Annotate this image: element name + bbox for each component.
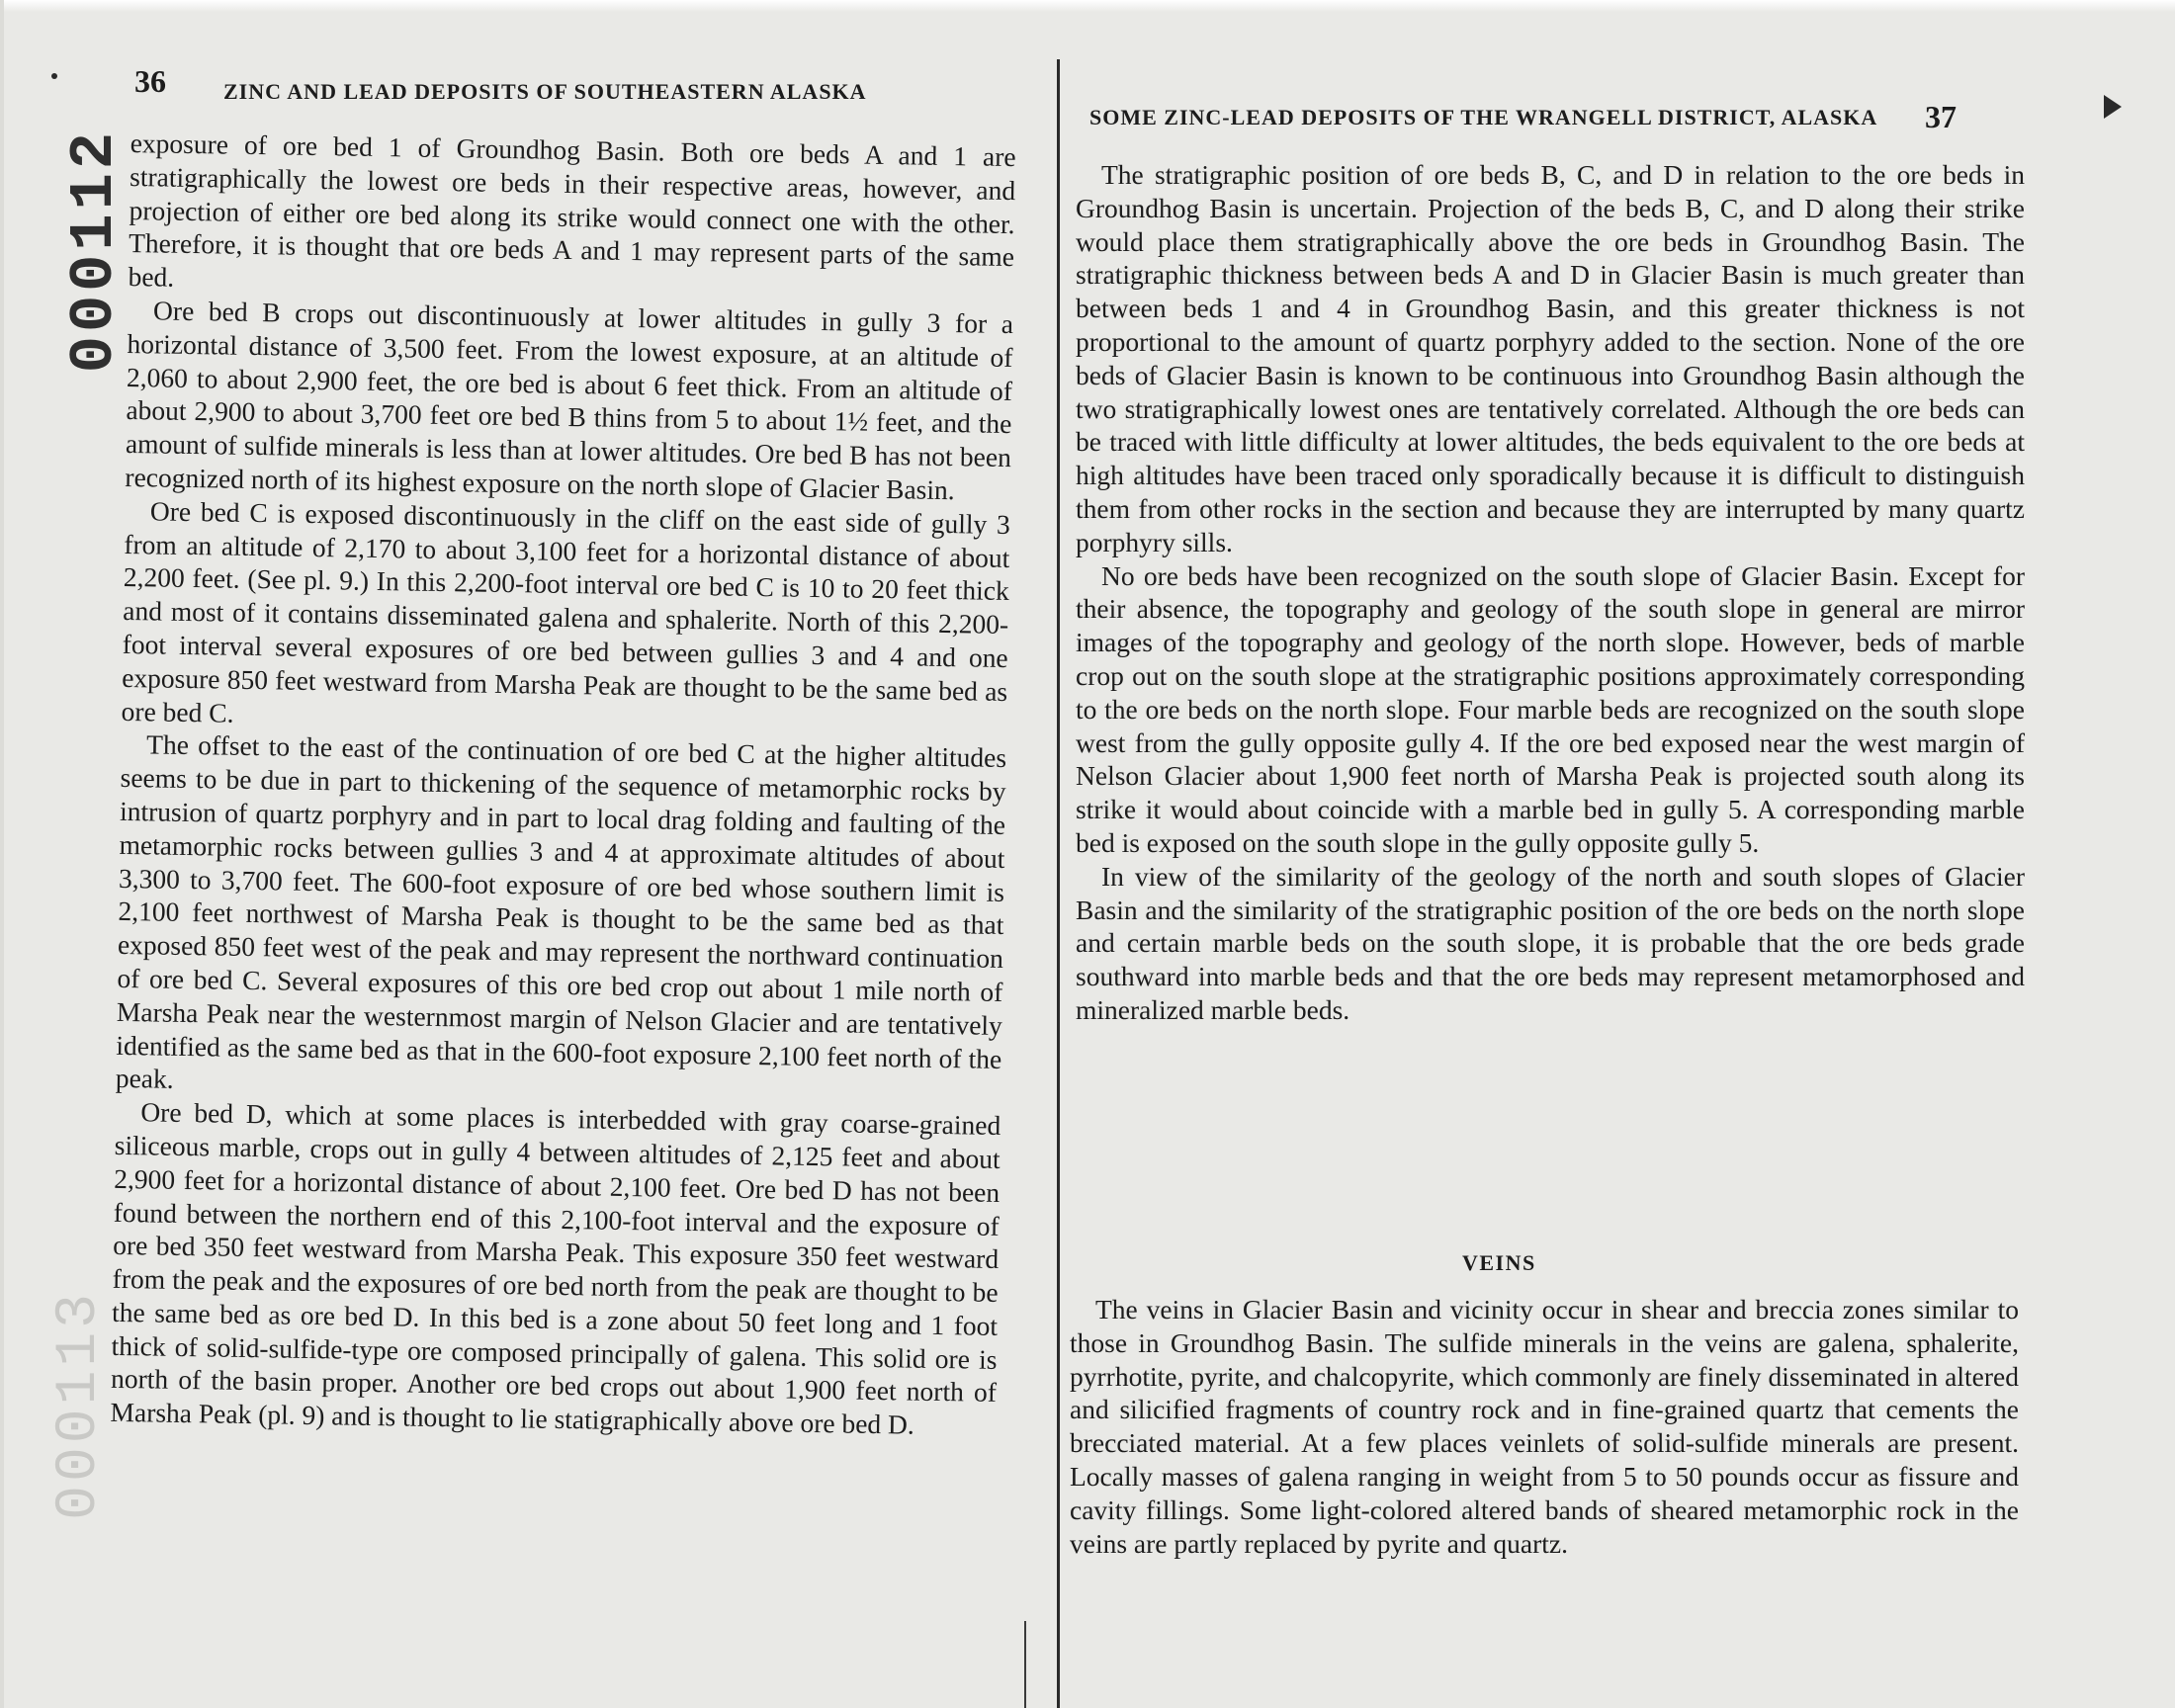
paragraph: exposure of ore bed 1 of Groundhog Basin. Both ore beds A and 1 are stratigraphically the lowest ore beds in their respective areas, however, and projection of either ore bed along its strike would connect one with the other. Therefore, it is thought that ore beds A and 1 may represent parts of the same bed.: [128, 127, 1016, 293]
document-stamp-number-faint: 000113: [47, 1290, 112, 1520]
paragraph: No ore beds have been recognized on the south slope of Glacier Basin. Except for their absence, the topography and geology of the south slope in general are mirror images of the topography and geology of the north slope. However, beds of marble crop out on the south slope at the stratigraphic positions approximately corresponding to the ore beds on the north slope. Four marble beds are recognized on the south slope west from the gully opposite gully 4. If the ore bed exposed near the west margin of Nelson Glacier about 1,900 feet north of Marsha Peak is projected south along its strike it would about coincide with a marble bed in gully 5. A corresponding marble bed is exposed on the south slope in the gully opposite gully 5.: [1076, 559, 2025, 858]
running-head-left: ZINC AND LEAD DEPOSITS OF SOUTHEASTERN ALASKA: [223, 79, 867, 104]
left-page: [0, 0, 1058, 1708]
right-page: [1063, 0, 2175, 1708]
paragraph: Ore bed B crops out discontinuously at lower altitudes in gully 3 for a horizontal distance of 3,500 feet. From the lowest exposure, at an altitude of 2,060 to about 2,900 feet, the ore bed is about 6 feet thick. From an altitude of about 2,900 to about 3,700 feet ore bed B thins from 5 to about 1½ feet, and the amount of sulfide minerals is less than at lower altitudes. Ore bed B has not been recognized north of its highest exposure on the north slope of Glacier Basin.: [125, 295, 1014, 506]
page-number-left: 36: [134, 63, 166, 99]
scan-edge-mark: [2104, 95, 2122, 119]
paragraph: Ore bed D, which at some places is interbedded with gray coarse-grained siliceous marble, crops out in gully 4 between altitudes of 2,125 feet and about 2,900 feet for a horizontal distance of about 2,100 feet. Ore bed D has not been found between the northern end of this 2,100-foot interval and the exposure of ore bed 350 feet westward from Marsha Peak. This exposure 350 feet westward from the peak and the exposures of ore bed north from the peak are thought to be the same bed as ore bed D. In this bed is a zone about 50 feet long and 1 foot thick of solid-sulfide-type ore composed principally of galena. This solid ore is north of the basin proper. Another ore bed crops out about 1,900 feet north of Marsha Peak (pl. 9) and is thought to lie statigraphically above ore bed D.: [110, 1096, 1001, 1440]
right-body-text: [1076, 158, 2025, 1027]
section-heading-veins: VEINS: [1462, 1250, 1536, 1275]
paragraph: Ore bed C is exposed discontinuously in the cliff on the east side of gully 3 from an altitude of 2,170 to about 3,100 feet for a horizontal distance of about 2,200 feet. (See pl. 9.) In this 2,200-foot interval ore bed C is 10 to 20 feet thick and most of it contains disseminated galena and sphalerite. North of this 2,200-foot interval several exposures of ore bed between gullies 3 and 4 and one exposure 850 feet westward from Marsha Peak are thought to be the same bed as ore bed C.: [121, 495, 1011, 728]
paragraph: In view of the similarity of the geology of the north and south slopes of Glacier Basin and the similarity of the stratigraphic position of the ore beds on the north slope and certain marble beds on the south slope, it is probable that the ore beds grade southward into marble beds and that the ore beds may represent metamorphosed and mineralized marble beds.: [1076, 860, 2025, 1025]
scan-speck: [51, 73, 57, 79]
running-head-right: SOME ZINC-LEAD DEPOSITS OF THE WRANGELL DISTRICT, ALASKA: [1089, 105, 1878, 129]
paragraph: The offset to the east of the continuation of ore bed C at the higher altitudes seems to be due in part to thickening of the sequence of metamorphic rocks by intrusion of quartz porphyry and in part to local drag folding and faulting of the metamorphic rocks between gullies 3 and 4 at approximate altitudes of about 3,300 to 3,700 feet. The 600-foot exposure of ore bed whose southern limit is 2,100 feet northwest of Marsha Peak is thought to be the same bed as that exposed 850 feet west of the peak and may represent the northward continuation of ore bed C. Several exposures of this ore bed crop out about 1 mile north of Marsha Peak near the westernmost margin of Nelson Glacier and are tentatively identified as the same bed as that in the 600-foot exposure 2,100 feet north of the peak.: [115, 728, 1007, 1095]
page-gutter-line: [1057, 59, 1060, 1708]
document-stamp-number: 000112: [59, 128, 130, 374]
veins-body-text: [1070, 1293, 2019, 1560]
page-gutter-line-secondary: [1024, 1621, 1026, 1708]
paragraph: The veins in Glacier Basin and vicinity occur in shear and breccia zones similar to those in Groundhog Basin. The sulfide minerals in the veins are galena, sphalerite, pyrrhotite, pyrite, and chalcopyrite, which commonly are finely disseminated in altered and silicified fragments of country rock and in fine-grained quartz that cements the brecciated material. At a few places veinlets of solid-sulfide minerals are present. Locally masses of galena ranging in weight from 5 to 50 pounds occur as fissure and cavity fillings. Some light-colored altered bands of sheared metamorphic rock in the veins are partly replaced by pyrite and quartz.: [1070, 1294, 2019, 1559]
page-number-right: 37: [1925, 99, 1957, 134]
left-body-text: [110, 127, 1016, 1443]
paragraph: The stratigraphic position of ore beds B, C, and D in relation to the ore beds in Groundhog Basin is uncertain. Projection of the beds B, C, and D along their strike would place them stratigraphically above the ore beds in Groundhog Basin. The stratigraphic thickness between beds A and D in Glacier Basin is much greater than between beds 1 and 4 in Groundhog Basin, and this greater thickness is not proportional to the amount of quartz porphyry added to the section. None of the ore beds of Glacier Basin is known to be continuous into Groundhog Basin although the two stratigraphically lowest ones are tentatively correlated. Although the ore beds can be traced with little difficulty at lower altitudes, the beds equivalent to the ore beds at high altitudes have been traced only sporadically because it is difficult to distinguish them from other rocks in the section and because they are interrupted by many quartz porphyry sills.: [1076, 159, 2025, 557]
